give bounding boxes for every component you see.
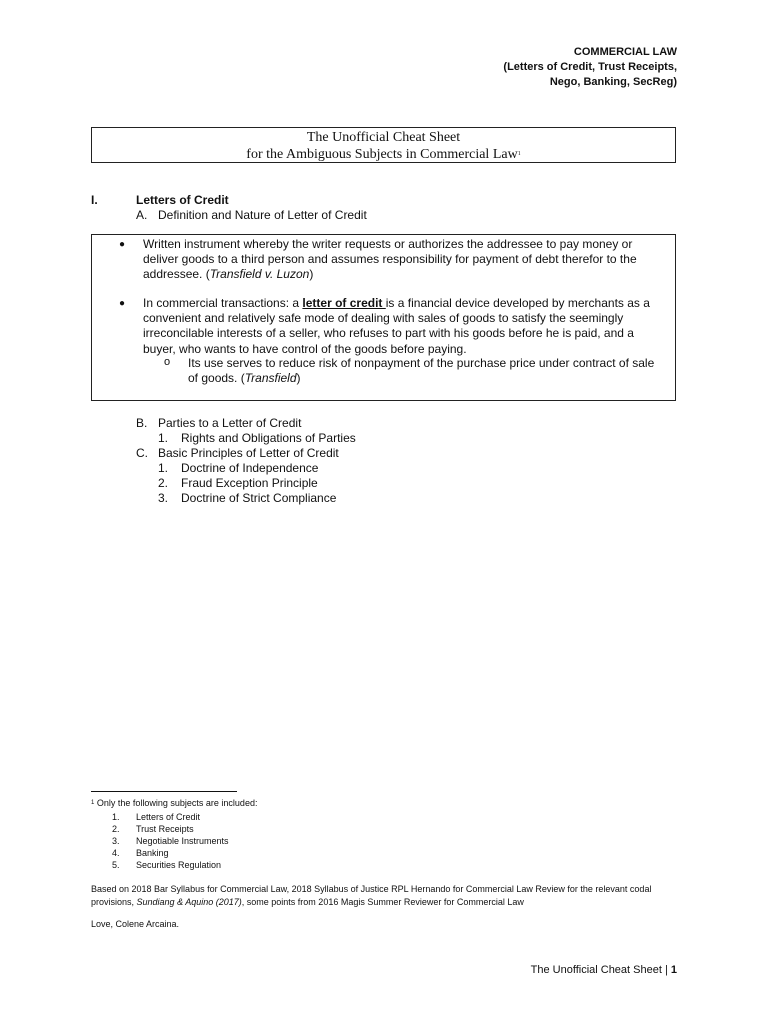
bullet-2-prefix: In commercial transactions: a (143, 296, 303, 310)
outline-item-c2 (136, 476, 356, 491)
outline-number: 1. (158, 461, 169, 475)
footnote-list (112, 811, 229, 871)
footnote-intro (91, 797, 257, 809)
outline-item-c (136, 446, 356, 461)
footnote-list-item (112, 823, 229, 835)
footnote-item-number: 4. (112, 848, 120, 858)
footnote-divider (91, 791, 237, 792)
title-box (91, 127, 676, 163)
bullet-1-body: Written instrument whereby the writer requests or authorizes the addressee to pay money or deliver goods to a third person and assumes responsibility for payment of debt therefor to the addressee. ( (143, 237, 637, 282)
footnote-item-number: 1. (112, 812, 120, 822)
header-topics-line1: (Letters of Credit, Trust Receipts, (503, 61, 677, 73)
section-title: Letters of Credit (136, 193, 229, 207)
footnote-basis-citation: Sundiang & Aquino (2017) (136, 896, 242, 907)
outline-text: Parties to a Letter of Credit (158, 416, 302, 430)
title-line2 (92, 146, 675, 163)
outline-number: 2. (158, 476, 169, 490)
header-subject: COMMERCIAL LAW (573, 46, 677, 58)
footnote-list-item (112, 847, 229, 859)
page-number: 1 (670, 964, 677, 976)
footnote-item-text: Negotiable Instruments (136, 836, 229, 846)
sub-bullet-text (188, 356, 658, 386)
footnote-mark: 1 (91, 800, 95, 806)
outline-number: 1. (158, 431, 169, 445)
page-footer (531, 964, 677, 976)
title-line2-text: for the Ambiguous Subjects in Commercial Law (246, 147, 518, 162)
footnote-item-text: Trust Receipts (136, 824, 194, 834)
title-footnote-mark: 1 (517, 151, 521, 157)
bullet-icon: ● (119, 239, 126, 250)
footnote-signoff: Love, Colene Arcaina. (91, 919, 180, 929)
footnote-item-text: Banking (136, 848, 169, 858)
outline-text: Rights and Obligations of Parties (181, 431, 356, 445)
bullet-1-close: ) (309, 267, 314, 282)
outline-text: Doctrine of Independence (181, 461, 319, 475)
bullet-1-citation: Transfield v. Luzon (209, 267, 310, 282)
sub-bullet-close: ) (296, 371, 301, 386)
bullet-2-text (143, 296, 663, 357)
footnote-list-item (112, 859, 229, 871)
footnote-list-item (112, 811, 229, 823)
outline-item-b1 (136, 431, 356, 446)
outline-item-c1 (136, 461, 356, 476)
subsection-a-letter: A. (136, 208, 148, 222)
outline-text: Basic Principles of Letter of Credit (158, 446, 339, 460)
header-topics-line2: Nego, Banking, SecReg) (549, 76, 677, 88)
outline-number: 3. (158, 491, 169, 505)
subsection-a (136, 208, 367, 223)
footnote-item-number: 2. (112, 824, 120, 834)
bullet-2-body: is a financial device developed by merchants as a convenient and relatively safe mode of dealing with sales of goods to satisfy the seemingly irreconcilable interests of a seller, who refuses to part with his goods before he is paid, and a buyer, who wants to have control of the goods before paying. (143, 296, 650, 356)
footnote-basis (91, 883, 676, 908)
footnote-basis-b: , some points from 2016 Magis Summer Reviewer for Commercial Law (241, 896, 524, 907)
footnote-list-item (112, 835, 229, 847)
section-numeral: I. (91, 193, 98, 207)
footnote-basis-a: Based on 2018 Bar Syllabus for Commercial Law, 2018 Syllabus of Justice RPL Hernando for Commercial Law Review for the relevant codal provisions, (91, 884, 652, 907)
outline-text: Fraud Exception Principle (181, 476, 318, 490)
outline-item-b (136, 416, 356, 431)
bullet-icon: ● (119, 298, 126, 309)
bullet-2-term: letter of credit (302, 296, 386, 310)
outline-letter: C. (136, 446, 148, 460)
sub-bullet-icon: o (164, 356, 171, 368)
footnote-item-text: Letters of Credit (136, 812, 201, 822)
footnote-item-number: 5. (112, 860, 120, 870)
footnote-item-text: Securities Regulation (136, 860, 222, 870)
subsection-a-text: Definition and Nature of Letter of Credit (158, 208, 367, 222)
bullet-1-text (143, 237, 663, 283)
definition-box (91, 234, 676, 401)
sub-bullet-body: Its use serves to reduce risk of nonpayment of the purchase price under contract of sale of goods. ( (188, 356, 655, 386)
outline-item-c3 (136, 491, 356, 506)
outline-list (136, 416, 356, 506)
footnote-item-number: 3. (112, 836, 120, 846)
document-header (503, 45, 677, 90)
title-line1: The Unofficial Cheat Sheet (306, 130, 461, 145)
footnote-intro-text: Only the following subjects are included: (96, 798, 258, 808)
outline-text: Doctrine of Strict Compliance (181, 491, 337, 505)
sub-bullet-citation: Transfield (244, 371, 297, 386)
footer-label: The Unofficial Cheat Sheet | (530, 964, 671, 976)
outline-letter: B. (136, 416, 148, 430)
